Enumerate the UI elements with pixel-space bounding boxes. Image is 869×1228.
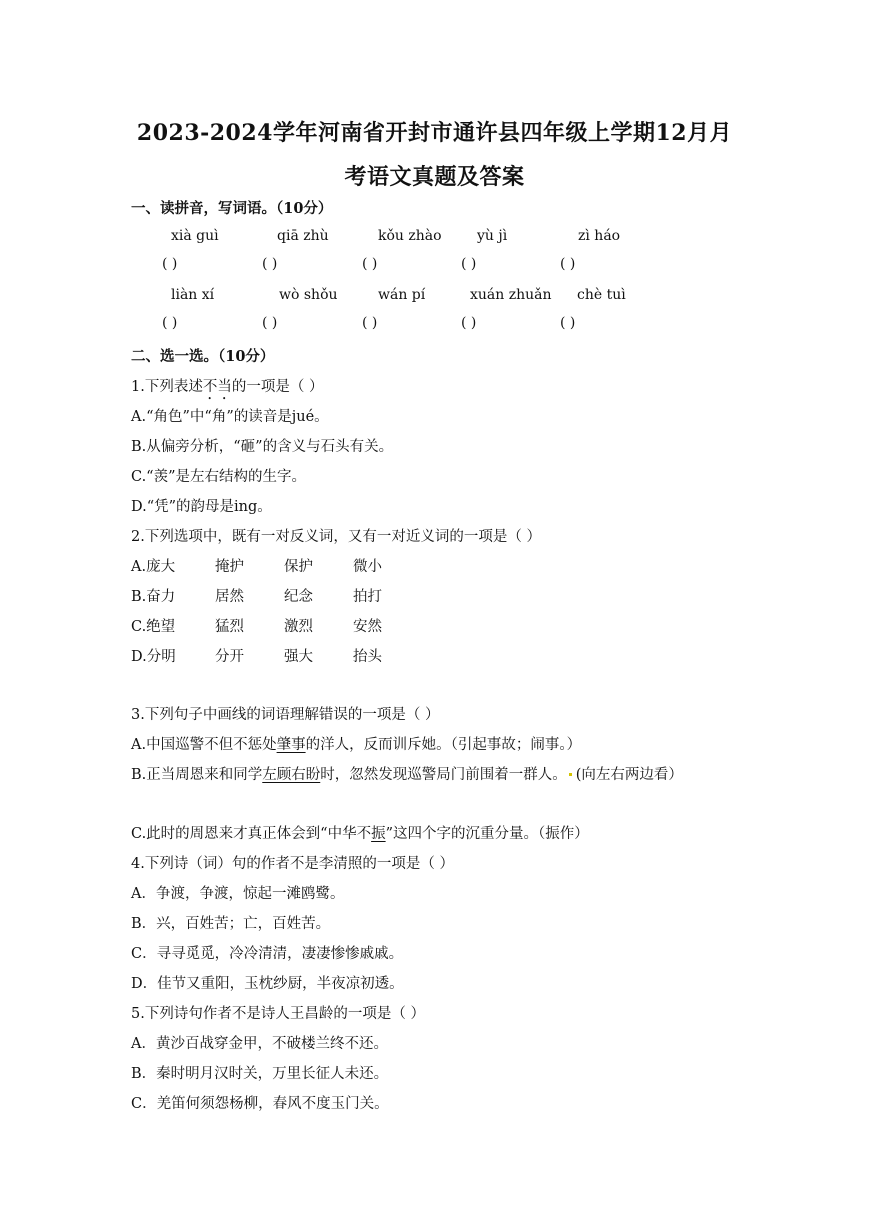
pinyin-9: xuán zhuǎn	[470, 287, 552, 303]
q2-option-d-word: D.分明	[131, 649, 176, 665]
q3-option-c-underlined: 振	[371, 826, 386, 842]
q2-option-c-word: 猛烈	[215, 619, 244, 635]
pinyin-10: chè tuì	[577, 287, 626, 303]
q2-option-a-word: A.庞大	[131, 559, 176, 575]
answer-blank: ( )	[461, 315, 477, 331]
q1-option-c: C.“羡”是左右结构的生字。	[131, 469, 307, 485]
q2-option-d-word: 强大	[284, 649, 313, 665]
q4-stem: 4.下列诗（词）句的作者不是李清照的一项是（ ）	[131, 856, 454, 872]
pinyin-2: qiā zhù	[277, 228, 329, 244]
q5-option-a: A．黄沙百战穿金甲，不破楼兰终不还。	[131, 1036, 388, 1052]
q2-option-b-word: 居然	[215, 589, 244, 605]
q3-option-a-text: 的洋人，反而训斥她。（引起事故；闹事。）	[305, 737, 582, 753]
q3-option-a-text: A.中国巡警不但不惩处	[131, 737, 277, 753]
pinyin-7: wò shǒu	[279, 287, 338, 303]
q1-option-b: B.从偏旁分析，“砸”的含义与石头有关。	[131, 439, 394, 455]
q1-option-a: A.“角色”中“角”的读音是jué。	[131, 409, 329, 425]
answer-blank: ( )	[560, 315, 576, 331]
q3-option-b-underlined: 左顾右盼	[262, 767, 321, 783]
q1-stem	[131, 375, 323, 403]
pinyin-6: liàn xí	[171, 287, 215, 303]
page-title-line1: 2023-2024学年河南省开封市通许县四年级上学期12月月	[136, 120, 733, 146]
q3-option-b-text: 时，忽然发现巡警局门前围着一群人。	[320, 767, 567, 783]
answer-blank: ( )	[362, 315, 378, 331]
q4-option-a: A．争渡，争渡，惊起一滩鸥鹭。	[131, 886, 345, 902]
q2-option-c-word: C.绝望	[131, 619, 176, 635]
q3-option-c	[131, 822, 589, 843]
highlight-mark	[569, 773, 572, 776]
q5-option-b: B．秦时明月汉时关，万里长征人未还。	[131, 1066, 389, 1082]
q3-option-b	[131, 763, 683, 784]
q3-option-b-text: B.正当周恩来和同学	[131, 767, 263, 783]
answer-blank: ( )	[461, 256, 477, 272]
q2-option-a-word: 保护	[284, 559, 313, 575]
q4-option-b: B．兴，百姓苦；亡，百姓苦。	[131, 916, 331, 932]
q1-stem-text: 的一项是（ ）	[231, 379, 324, 395]
q1-stem-emphasis: 不当	[202, 379, 232, 395]
q2-option-c-word: 安然	[353, 619, 382, 635]
q4-option-c: C．寻寻觅觅，冷冷清清，凄凄惨惨戚戚。	[131, 946, 404, 962]
pinyin-1: xià guì	[171, 228, 219, 244]
q2-option-d-word: 分开	[215, 649, 244, 665]
q5-option-c: C．羌笛何须怨杨柳，春风不度玉门关。	[131, 1096, 389, 1112]
q2-option-c-word: 激烈	[284, 619, 313, 635]
answer-blank: ( )	[162, 256, 178, 272]
answer-blank: ( )	[262, 256, 278, 272]
pinyin-4: yù jì	[477, 228, 508, 244]
q3-option-b-text: (向左右两边看）	[575, 767, 683, 783]
answer-blank: ( )	[262, 315, 278, 331]
q2-option-b-word: 拍打	[353, 589, 382, 605]
q3-option-c-text: C.此时的周恩来才真正体会到“中华不	[131, 826, 372, 842]
q2-option-b-word: B.奋力	[131, 589, 176, 605]
section2-heading: 二、选一选。（10分）	[131, 348, 275, 365]
pinyin-8: wán pí	[378, 287, 426, 303]
q4-option-d: D．佳节又重阳，玉枕纱厨，半夜凉初透。	[131, 976, 404, 992]
q5-stem: 5.下列诗句作者不是诗人王昌龄的一项是（ ）	[131, 1006, 425, 1022]
q3-option-a	[131, 733, 581, 754]
q2-option-a-word: 微小	[353, 559, 382, 575]
pinyin-3: kǒu zhào	[378, 228, 442, 244]
pinyin-5: zì háo	[578, 228, 621, 244]
answer-blank: ( )	[162, 315, 178, 331]
q3-option-c-text: ”这四个字的沉重分量。（振作）	[385, 826, 589, 842]
answer-blank: ( )	[560, 256, 576, 272]
q1-stem-text: 1.下列表述	[131, 379, 203, 395]
q3-option-a-underlined: 肇事	[276, 737, 306, 753]
page-title-line2: 考语文真题及答案	[344, 164, 525, 190]
q2-option-a-word: 掩护	[215, 559, 244, 575]
q1-option-d: D.“凭”的韵母是ing。	[131, 499, 272, 515]
q2-stem: 2.下列选项中，既有一对反义词，又有一对近义词的一项是（ ）	[131, 529, 541, 545]
answer-blank: ( )	[362, 256, 378, 272]
section1-heading: 一、读拼音，写词语。（10分）	[131, 200, 333, 217]
q2-option-b-word: 纪念	[284, 589, 313, 605]
q2-option-d-word: 抬头	[353, 649, 382, 665]
q3-stem: 3.下列句子中画线的词语理解错误的一项是（ ）	[131, 707, 440, 723]
